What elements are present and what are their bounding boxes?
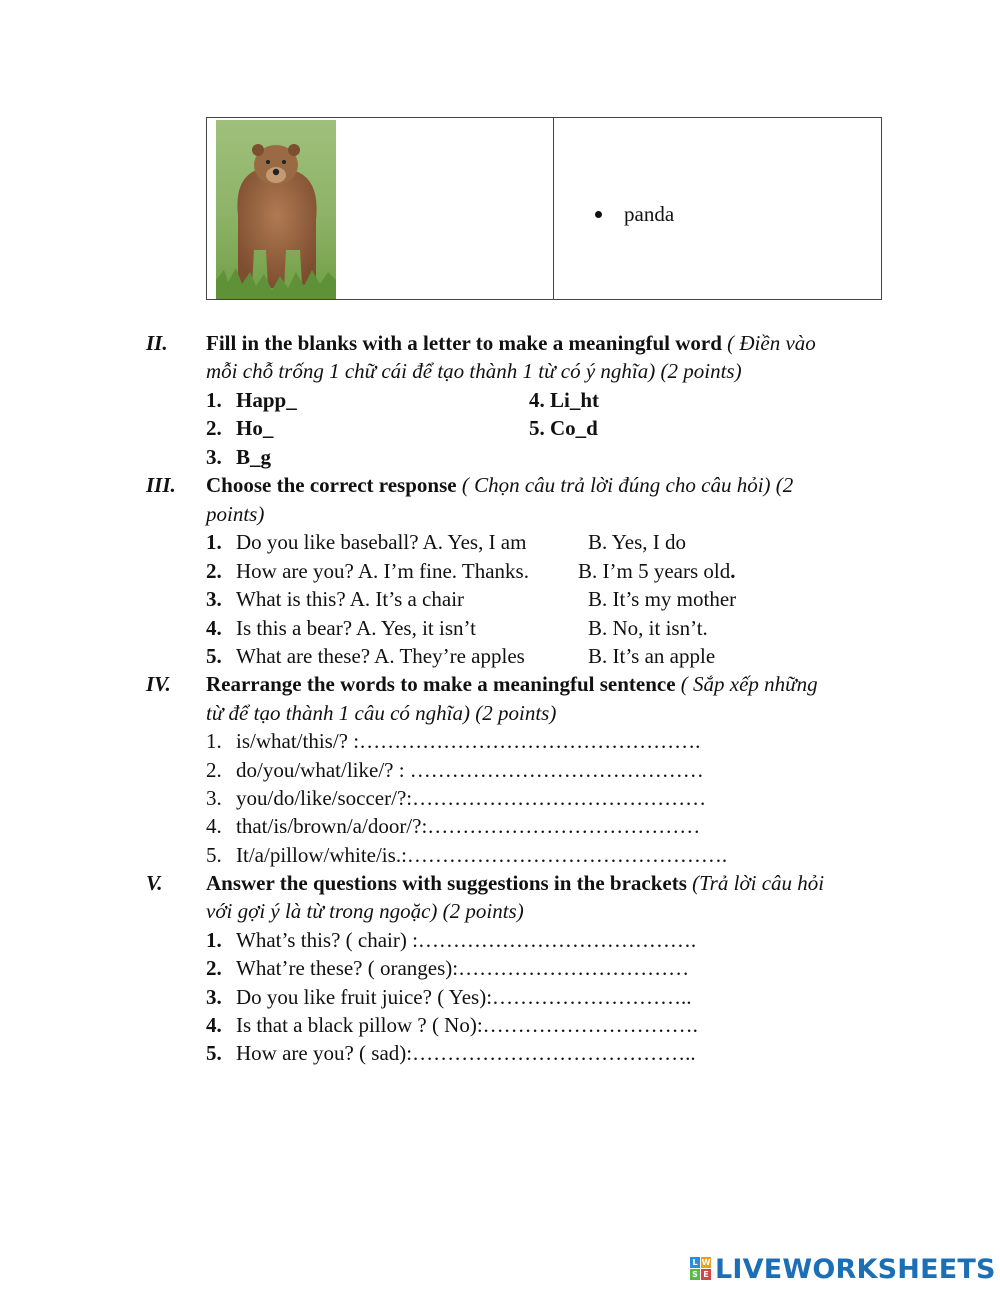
table-divider — [553, 118, 554, 299]
answer-line[interactable]: 5. How are you? ( sad):………………………………….. — [206, 1041, 696, 1065]
section-title-note: ( Sắp xếp những — [675, 672, 818, 696]
section-title-note-cont: với gợi ý là từ trong ngoặc) (2 points) — [206, 899, 524, 923]
answer-line[interactable]: 1. What’s this? ( chair) :…………………………………. — [206, 928, 697, 952]
section-title — [206, 670, 818, 698]
list-item — [595, 202, 674, 227]
section-number: IV. — [146, 672, 171, 696]
answer-line[interactable]: 1. is/what/this/? :…………………………………………. — [206, 729, 701, 753]
section-number: V. — [146, 871, 163, 895]
option-b: B. It’s an apple — [588, 644, 716, 668]
section-number: II. — [146, 331, 168, 355]
question-row: 4. Is this a bear? A. Yes, it isn’t — [206, 616, 476, 640]
answer-line[interactable]: 4. Is that a black pillow ? ( No):…………………………. — [206, 1013, 698, 1037]
answer-line[interactable]: 2. What’re these? ( oranges):…………………………… — [206, 956, 690, 980]
section-title-note-cont: từ để tạo thành 1 câu có nghĩa) (2 points) — [206, 701, 557, 725]
list-item: 3. B_g — [206, 445, 272, 469]
list-item: 1. Happ_ — [206, 388, 297, 412]
option-b: B. Yes, I do — [588, 530, 687, 554]
list-item: 5. Co_d — [529, 416, 598, 440]
section-title-main: Rearrange the words to make a meaningful sentence — [206, 672, 676, 696]
section-title — [206, 471, 793, 499]
section-title-note: ( Chọn câu trả lời đúng cho câu hỏi) (2 — [456, 473, 794, 497]
answer-line[interactable]: 4. that/is/brown/a/door/?:………………………………… — [206, 814, 701, 838]
section-number: III. — [146, 473, 176, 497]
section-title-main: Answer the questions with suggestions in the brackets — [206, 871, 687, 895]
answer-line[interactable]: 5. It/a/pillow/white/is.:………………………………………. — [206, 843, 728, 867]
option-b: B. No, it isn’t. — [588, 616, 708, 640]
question-row: 1. Do you like baseball? A. Yes, I am — [206, 530, 527, 554]
section-title-note: ( Điền vào — [721, 331, 816, 355]
section-title-note-cont: points) — [206, 502, 265, 526]
question-row: 5. What are these? A. They’re apples — [206, 644, 525, 668]
section-title-note-cont: mỗi chỗ trống 1 chữ cái để tạo thành 1 từ có ý nghĩa) (2 points) — [206, 359, 742, 383]
section-title-note: (Trả lời câu hỏi — [686, 871, 825, 895]
liveworksheets-logo[interactable] — [690, 1254, 996, 1284]
bear-photo — [216, 120, 336, 299]
bullet-icon — [595, 211, 602, 218]
list-item: 2. Ho_ — [206, 416, 274, 440]
option-b: B. I’m 5 years old. — [578, 559, 736, 583]
section-title — [206, 329, 816, 357]
answer-line[interactable]: 2. do/you/what/like/? : …………………………………… — [206, 758, 704, 782]
question-row: 3. What is this? A. It’s a chair — [206, 587, 465, 611]
list-item: 4. Li_ht — [529, 388, 600, 412]
logo-text: LIVEWORKSHEETS — [715, 1253, 996, 1285]
section-title — [206, 869, 824, 897]
answer-line[interactable]: 3. Do you like fruit juice? ( Yes):……………………….. — [206, 985, 692, 1009]
question-row: 2. How are you? A. I’m fine. Thanks. — [206, 559, 529, 583]
bullet-text: panda — [624, 202, 675, 226]
section-title-main: Fill in the blanks with a letter to make a meaningful word — [206, 331, 722, 355]
option-b: B. It’s my mother — [588, 587, 737, 611]
answer-line[interactable]: 3. you/do/like/soccer/?:…………………………………… — [206, 786, 707, 810]
image-table — [206, 117, 882, 300]
section-title-main: Choose the correct response — [206, 473, 457, 497]
logo-mark-icon: L W S E — [690, 1257, 712, 1281]
